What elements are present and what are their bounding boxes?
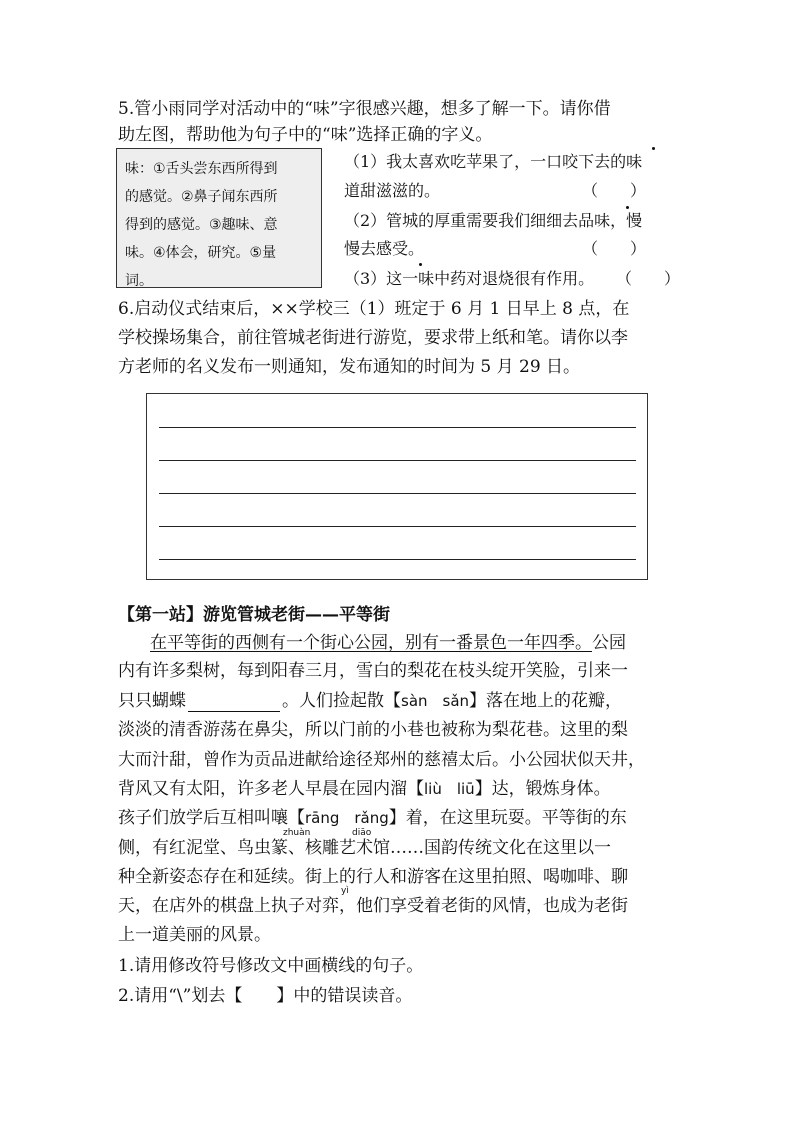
emphasis-dot xyxy=(652,147,655,150)
fill-blank[interactable] xyxy=(188,695,280,712)
definition-line: 得到的感觉。③趣味、意 xyxy=(125,217,278,233)
definition-line: 味：①舌头尝东西所得到 xyxy=(125,161,278,177)
passage-line: 背风又有太阳，许多老人早晨在园内溜【liù liū】达，锻炼身体。 xyxy=(118,779,611,799)
q6-prompt-line3: 方老师的名义发布一则通知，发布通知的时间为 5 月 29 日。 xyxy=(118,357,581,377)
task-1: 1.请用修改符号修改文中画横线的句子。 xyxy=(118,956,424,976)
definition-box xyxy=(116,148,322,288)
passage-line: 大而汁甜，曾作为贡品进献给途径郑州的慈禧太后。小公园状似天井， xyxy=(118,750,645,770)
passage-line: 孩子们放学后互相叫嚷【rāng rǎng】着，在这里玩耍。平等街的东 xyxy=(118,808,627,828)
writing-box[interactable] xyxy=(146,393,648,580)
q5-prompt-line2: 助左图，帮助他为句子中的“味”选择正确的字义。 xyxy=(118,125,493,145)
section-heading: 【第一站】游览管城老街——平等街 xyxy=(118,605,390,625)
passage-line: 种全新姿态存在和延续。街上的行人和游客在这里拍照、喝咖啡、聊 xyxy=(118,867,628,887)
passage-line: 内有许多梨树，每到阳春三月，雪白的梨花在枝头绽开笑脸，引来一 xyxy=(118,661,628,681)
q5-sentence1-line1: （1）我太喜欢吃苹果了，一口咬下去的味 xyxy=(344,152,643,171)
ruby-annotation: zhuàn xyxy=(283,828,311,838)
writing-line[interactable] xyxy=(159,526,636,527)
ruby-annotation: yì xyxy=(341,886,349,896)
task-2: 2.请用“\”划去【 】中的错误读音。 xyxy=(118,986,413,1006)
writing-line[interactable] xyxy=(159,460,636,461)
pinyin-choice[interactable]: liù liū xyxy=(424,780,475,798)
definition-line: 味。④体会，研究。⑤量 xyxy=(125,245,277,261)
answer-blank-3[interactable]: （ ） xyxy=(616,269,681,288)
writing-line[interactable] xyxy=(159,427,636,428)
pinyin-choice[interactable]: sàn sǎn xyxy=(401,692,470,710)
definition-line: 词。 xyxy=(125,273,153,289)
answer-blank-1[interactable]: （ ） xyxy=(582,181,647,200)
writing-line[interactable] xyxy=(159,493,636,494)
answer-blank-2[interactable]: （ ） xyxy=(582,239,647,258)
q5-sentence2-line2: 慢去感受。 xyxy=(344,239,425,258)
passage-line: 侧，有红泥堂、鸟虫篆、核雕艺术馆……国韵传统文化在这里以一 xyxy=(118,838,611,858)
q5-sentence1-line2: 道甜滋滋的。 xyxy=(344,181,441,200)
pinyin-choice[interactable]: rāng rǎng xyxy=(305,809,389,827)
q6-prompt-line1: 6.启动仪式结束后，××学校三（1）班定于 6 月 1 日早上 8 点，在 xyxy=(118,299,630,319)
q5-sentence2-line1: （2）管城的厚重需要我们细细去品味，慢 xyxy=(344,211,643,230)
ruby-annotation: diāo xyxy=(352,828,372,838)
q5-prompt-line1: 5.管小雨同学对活动中的“味”字很感兴趣，想多了解一下。请你借 xyxy=(118,99,611,119)
passage-line: 淡淡的清香游荡在鼻尖，所以门前的小巷也被称为梨花巷。这里的梨 xyxy=(118,720,628,740)
definition-line: 的感觉。②鼻子闻东西所 xyxy=(125,189,278,205)
underlined-sentence: 在平等街的西侧有一个街心公园，别有一番景色一年四季。 xyxy=(150,633,592,653)
passage-line: 只只蝴蝶 。人们捡起散【sàn sǎn】落在地上的花瓣， xyxy=(118,691,623,711)
writing-line[interactable] xyxy=(159,559,636,560)
passage-line: 天，在店外的棋盘上执子对弈，他们享受着老街的风情，也成为老街 xyxy=(118,896,628,916)
emphasis-dot xyxy=(626,206,629,209)
q6-prompt-line2: 学校操场集合，前往管城老街进行游览，要求带上纸和笔。请你以李 xyxy=(118,328,628,348)
passage-line: 在平等街的西侧有一个街心公园，别有一番景色一年四季。公园 xyxy=(150,633,626,653)
emphasis-dot xyxy=(419,263,422,266)
q5-sentence3: （3）这一味中药对退烧很有作用。 xyxy=(344,269,595,288)
passage-line: 上一道美丽的风景。 xyxy=(118,925,271,945)
